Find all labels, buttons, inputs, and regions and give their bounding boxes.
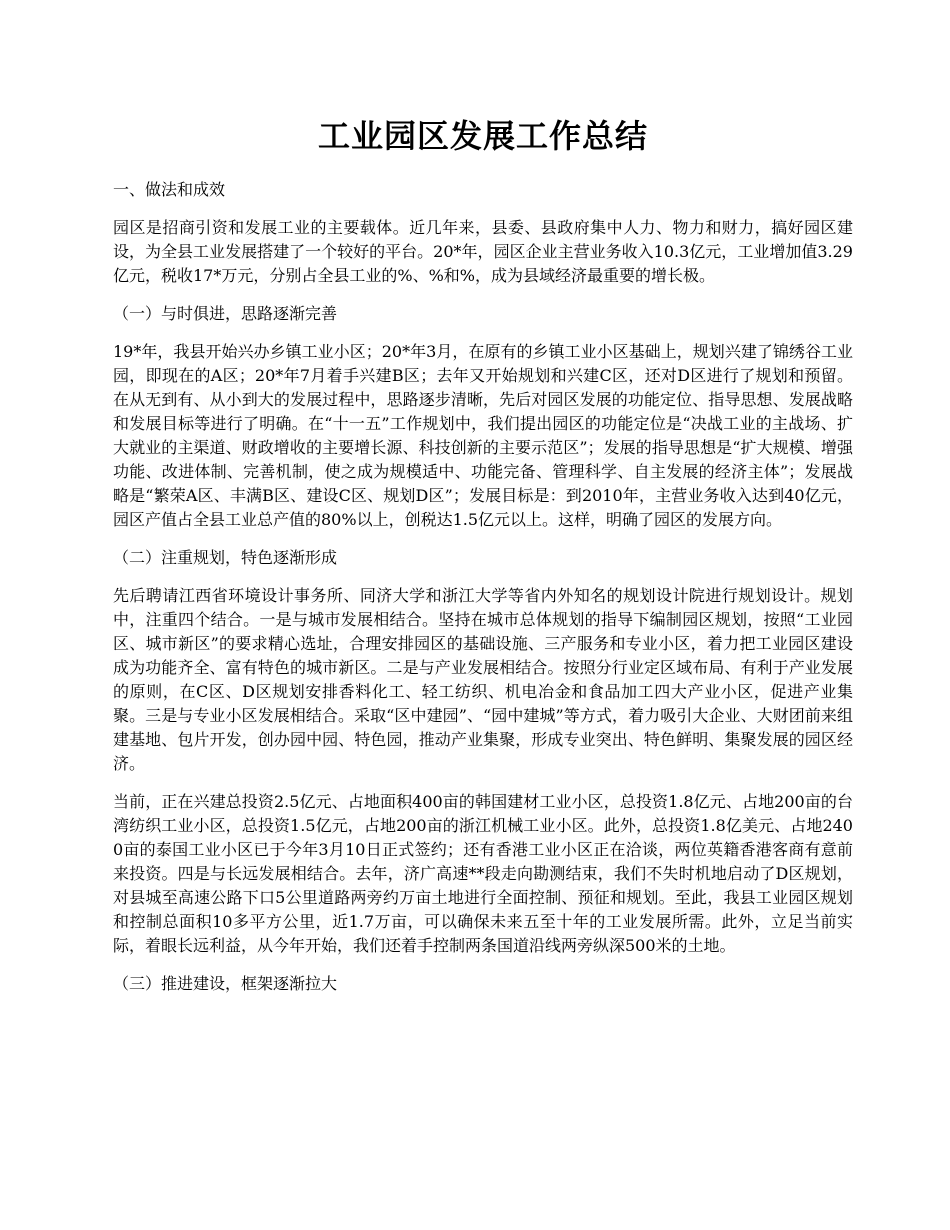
paragraph-1: 园区是招商引资和发展工业的主要载体。近几年来，县委、县政府集中人力、物力和财力，搞好园区建设，为全县工业发展搭建了一个较好的平台。20*年，园区企业主营业务收入10.3亿元，工业增加值3.29亿元，税收17*万元，分别占全县工业的%、%和%，成为县域经济最重要的增长极。	[113, 218, 853, 285]
document-page	[113, 110, 853, 1010]
section-heading-1: 一、做法和成效	[113, 180, 226, 199]
section-heading-2: （一）与时俱进，思路逐渐完善	[113, 304, 338, 323]
section-heading-4: （三）推进建设，框架逐渐拉大	[113, 974, 338, 993]
section-heading-3: （二）注重规划，特色逐渐形成	[113, 548, 338, 567]
document-title: 工业园区发展工作总结	[317, 117, 648, 155]
paragraph-2: 19*年，我县开始兴办乡镇工业小区；20*年3月，在原有的乡镇工业小区基础上，规划兴建了锦绣谷工业园，即现在的A区；20*年7月着手兴建B区；去年又开始规划和兴建C区，还对D区进行了规划和预留。在从无到有、从小到大的发展过程中，思路逐步清晰，先后对园区发展的功能定位、指导思想、发展战略和发展目标等进行了明确。在“十一五”工作规划中，我们提出园区的功能定位是“决战工业的主战场、扩大就业的主渠道、财政增收的主要增长源、科技创新的主要示范区”；发展的指导思想是“扩大规模、增强功能、改进体制、完善机制，使之成为规模适中、功能完备、管理科学、自主发展的经济主体”；发展战略是“繁荣A区、丰满B区、建设C区、规划D区”；发展目标是：到2010年，主营业务收入达到40亿元，园区产值占全县工业总产值的80%以上，创税达1.5亿元以上。这样，明确了园区的发展方向。	[113, 342, 853, 529]
paragraph-3: 先后聘请江西省环境设计事务所、同济大学和浙江大学等省内外知名的规划设计院进行规划设计。规划中，注重四个结合。一是与城市发展相结合。坚持在城市总体规划的指导下编制园区规划，按照“工业园区、城市新区”的要求精心选址，合理安排园区的基础设施、三产服务和专业小区，着力把工业园区建设成为功能齐全、富有特色的城市新区。二是与产业发展相结合。按照分行业定区域布局、有利于产业发展的原则，在C区、D区规划安排香料化工、轻工纺织、机电冶金和食品加工四大产业小区，促进产业集聚。三是与专业小区发展相结合。采取“区中建园”、“园中建城”等方式，着力吸引大企业、大财团前来组建基地、包片开发，创办园中园、特色园，推动产业集聚，形成专业突出、特色鲜明、集聚发展的园区经济。	[113, 586, 853, 773]
paragraph-4: 当前，正在兴建总投资2.5亿元、占地面积400亩的韩国建材工业小区，总投资1.8亿元、占地200亩的台湾纺织工业小区，总投资1.5亿元，占地200亩的浙江机械工业小区。此外，总投资1.8亿美元、占地2400亩的泰国工业小区已于今年3月10日正式签约；还有香港工业小区正在洽谈，两位英籍香港客商有意前来投资。四是与长远发展相结合。去年，济广高速**段走向勘测结束，我们不失时机地启动了D区规划，对县城至高速公路下口5公里道路两旁约万亩土地进行全面控制、预征和规划。至此，我县工业园区规划和控制总面积10多平方公里，近1.7万亩，可以确保未来五至十年的工业发展所需。此外，立足当前实际，着眼长远利益，从今年开始，我们还着手控制两条国道沿线两旁纵深500米的土地。	[113, 792, 853, 955]
